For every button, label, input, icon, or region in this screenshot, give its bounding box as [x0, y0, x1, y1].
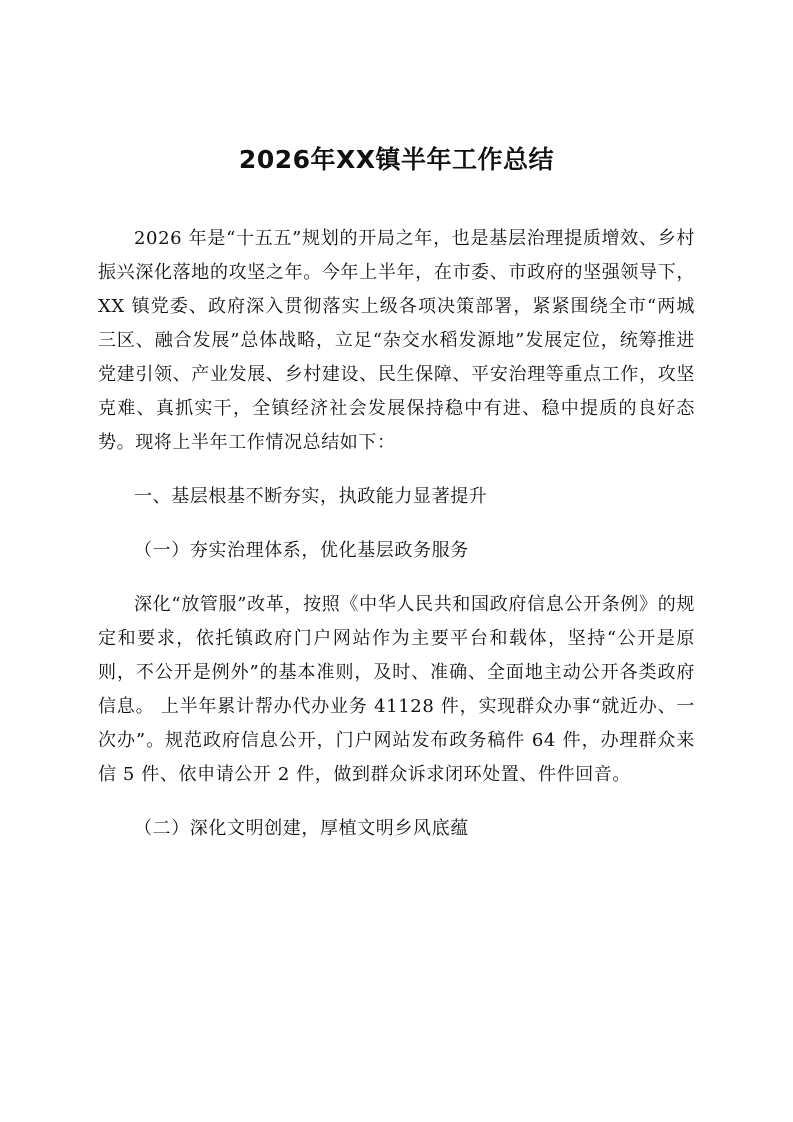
section-heading-1: 一、基层根基不断夯实，执政能力显著提升 [134, 486, 488, 507]
document-body [98, 222, 695, 866]
intro-paragraph: 2026 年是“十五五”规划的开局之年，也是基层治理提质增效、乡村振兴深化落地的攻坚之年。今年上半年，在市委、市政府的坚强领导下，XX 镇党委、政府深入贯彻落实上级各项决策部署，紧紧围绕全市“两城三区、融合发展”总体战略，立足“杂交水稻发源地”发展定位，统筹推进党建引领、产业发展、乡村建设、民生保障、平安治理等重点工作，攻坚克难、真抓实干，全镇经济社会发展保持稳中有进、稳中提质的良好态势。现将上半年工作情况总结如下： [98, 228, 695, 453]
document-title: 2026年XX镇半年工作总结 [238, 145, 555, 174]
body-paragraph-1: 深化“放管服”改革，按照《中华人民共和国政府信息公开条例》的规定和要求，依托镇政府门户网站作为主要平台和载体，坚持“公开是原则，不公开是例外”的基本准则，及时、准确、全面地主动公开各类政府信息。 上半年累计帮办代办业务 41128 件，实现群众办事“就近办、一次办”。规范政府信息公开，门户网站发布政务稿件 64 件，办理群众来信 5 件、依申请公开 2 件，做到群众诉求闭环处置、件件回音。 [98, 594, 695, 785]
subsection-heading-1: （一）夯实治理体系，优化基层政务服务 [134, 540, 469, 561]
subsection-heading-2: （二）深化文明创建，厚植文明乡风底蕴 [134, 818, 469, 839]
